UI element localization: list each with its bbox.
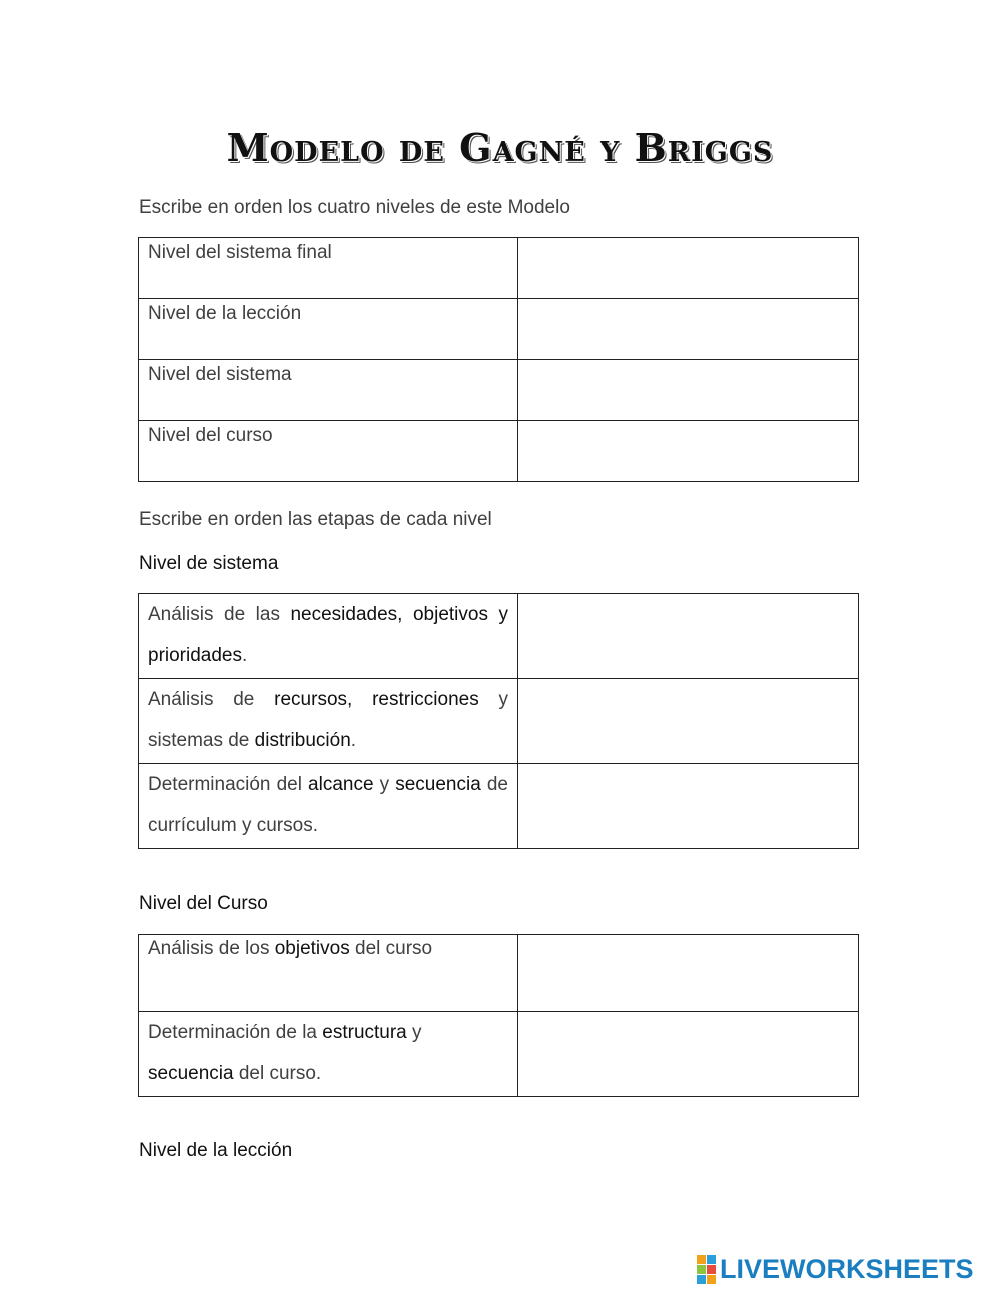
stage-keyword: secuencia	[148, 1063, 234, 1084]
stage-text: Análisis de las	[148, 604, 291, 625]
stage-label	[139, 679, 518, 764]
stage-label	[139, 935, 518, 1012]
stage-text: .	[350, 730, 357, 751]
stage-text: Determinación del	[148, 774, 309, 795]
answer-cell[interactable]	[518, 299, 859, 360]
answer-cell[interactable]	[518, 764, 859, 849]
table-row	[139, 764, 859, 849]
table-row	[139, 360, 859, 421]
liveworksheets-logo	[697, 1254, 974, 1284]
answer-cell[interactable]	[518, 679, 859, 764]
answer-cell[interactable]	[518, 935, 859, 1012]
instruction-stages: Escribe en orden las etapas de cada nivel	[139, 509, 492, 530]
stage-keyword: distribución	[254, 730, 351, 751]
level-label: Nivel de la lección	[139, 299, 518, 360]
stage-label	[139, 1012, 518, 1097]
stage-keyword: alcance	[308, 774, 374, 795]
stage-keyword: necesidades, objetivos y prioridades	[148, 604, 508, 666]
logo-text: LIVEWORKSHEETS	[720, 1253, 974, 1284]
stage-text: Análisis de	[148, 689, 275, 710]
stage-keyword: recursos, restricciones	[274, 689, 479, 710]
stage-text: del curso	[349, 938, 433, 959]
stage-label	[139, 764, 518, 849]
instruction-levels: Escribe en orden los cuatro niveles de este Modelo	[139, 197, 570, 218]
stage-text: Determinación de la	[148, 1022, 323, 1043]
levels-table	[138, 237, 859, 482]
logo-blocks-icon	[697, 1255, 716, 1284]
table-row	[139, 1012, 859, 1097]
stage-text: de currículum y cursos.	[148, 774, 508, 836]
table-row	[139, 935, 859, 1012]
stage-keyword: secuencia	[395, 774, 481, 795]
stage-text: y	[406, 1022, 422, 1043]
course-stages-table	[138, 934, 859, 1097]
level-label: Nivel del curso	[139, 421, 518, 482]
course-heading: Nivel del Curso	[139, 893, 268, 914]
stage-text: Análisis de los	[148, 938, 275, 959]
stage-text: del curso.	[233, 1063, 322, 1084]
page-title: Modelo de Gagné y Briggs	[226, 125, 774, 170]
stage-text: y	[373, 774, 396, 795]
stage-keyword: estructura	[322, 1022, 407, 1043]
table-row	[139, 679, 859, 764]
stage-text: .	[242, 645, 248, 666]
answer-cell[interactable]	[518, 421, 859, 482]
table-row	[139, 594, 859, 679]
table-row	[139, 238, 859, 299]
system-stages-table	[138, 593, 859, 849]
answer-cell[interactable]	[518, 360, 859, 421]
lesson-heading: Nivel de la lección	[139, 1140, 293, 1161]
stage-text: y sistemas de	[148, 689, 508, 751]
table-row	[139, 421, 859, 482]
level-label: Nivel del sistema final	[139, 238, 518, 299]
stage-label	[139, 594, 518, 679]
answer-cell[interactable]	[518, 1012, 859, 1097]
answer-cell[interactable]	[518, 238, 859, 299]
system-heading: Nivel de sistema	[139, 553, 279, 574]
table-row	[139, 299, 859, 360]
stage-keyword: objetivos	[274, 938, 350, 959]
level-label: Nivel del sistema	[139, 360, 518, 421]
answer-cell[interactable]	[518, 594, 859, 679]
